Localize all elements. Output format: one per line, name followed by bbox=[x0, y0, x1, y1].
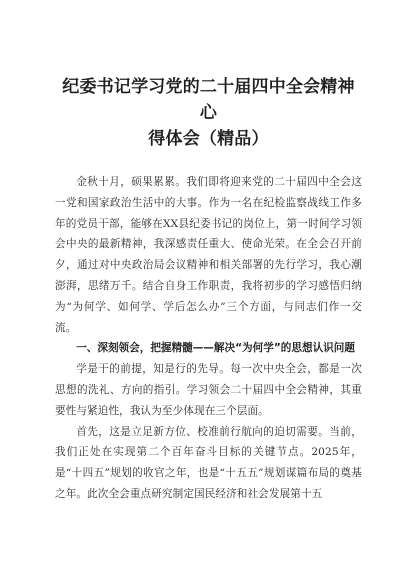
document-title bbox=[55, 74, 362, 152]
title-line-2: 得体会（精品） bbox=[148, 129, 269, 149]
paragraph-intro: 金秋十月，硕果累累。我们即将迎来党的二十届四中全会这一党和国家政治生活中的大事。作为一名在纪检监察战线工作多年的党员干部，能够在XX县纪委书记的岗位上，第一时间学习领会中央的最新精神，我深感责任重大、使命光荣。在全会召开前夕，通过对中央政治局会议精神和相关部署的先行学习，我心潮澎湃，思绪万千。结合自身工作职责，我将初步的学习感悟归纳为“为何学、如何学、学后怎么办”三个方面，与同志们作一交流。 bbox=[55, 176, 362, 334]
document-body bbox=[55, 172, 362, 505]
paragraph-section1-intro: 学是干的前提，知是行的先导。每一次中央全会，都是一次思想的洗礼、方向的指引。学习领会二十届四中全会精神，其重要性与紧迫性，我认为至少体现在三个层面。 bbox=[55, 363, 362, 417]
title-line-1: 纪委书记学习党的二十届四中全会精神心 bbox=[62, 77, 355, 123]
paragraph-first-point: 首先，这是立足新方位、校准前行航向的迫切需要。当前，我们正处在实现第二个百年奋斗目标的关键节点。2025年，是“十四五”规划的收官之年，也是“十五五”规划谋篇布局的奠基之年。此次全会重点研究制定国民经济和社会发展第十五 bbox=[55, 425, 362, 500]
section-heading-1: 一、深刻领会，把握精髓——解决“为何学”的思想认识问题 bbox=[76, 342, 355, 355]
